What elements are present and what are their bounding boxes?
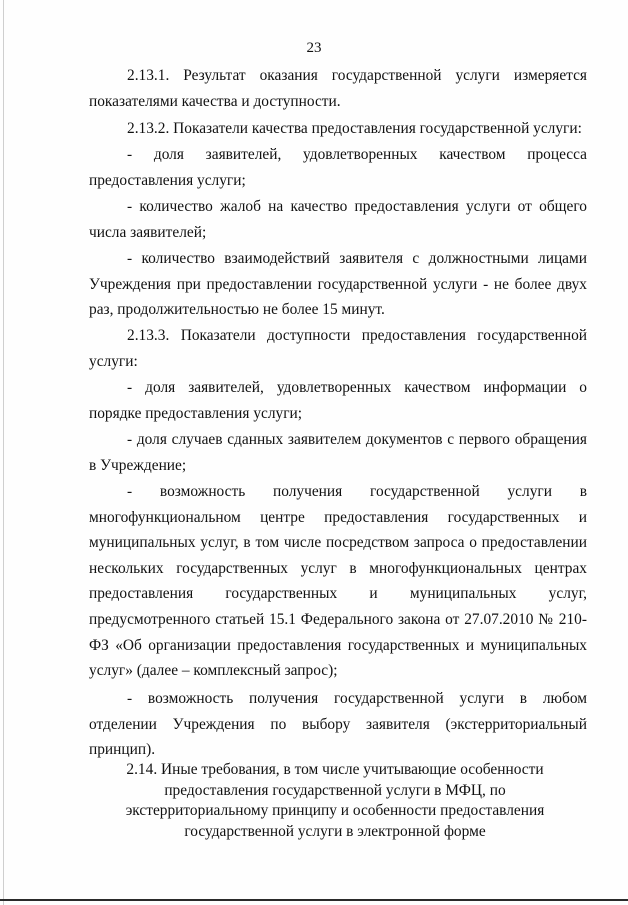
paragraph-2-13-1: 2.13.1. Результат оказания государственной услуги измеряется показателями качества и доступности. xyxy=(89,67,587,110)
scan-edge-left xyxy=(3,0,4,905)
paragraph-2-13-3: 2.13.3. Показатели доступности предоставления государственной услуги: xyxy=(89,327,587,370)
section-heading-2-14: 2.14. Иные требования, в том числе учитывающие особенности предоставления государственной услуги в МФЦ, по экстерриториальному принципу и особенности предоставления государственной услуги в электронной форме xyxy=(125,761,545,840)
list-item-first-submission: - доля случаев сданных заявителем документов с первого обращения в Учреждение; xyxy=(89,431,587,474)
list-item-complaints: - количество жалоб на качество предоставления услуги от общего числа заявителей; xyxy=(89,198,587,241)
list-item-interactions: - количество взаимодействий заявителя с должностными лицами Учреждения при предоставлении государственной услуги - не более двух раз, продолжительностью не более 15 минут. xyxy=(89,250,587,319)
list-item-extraterritorial: - возможность получения государственной услуги в любом отделении Учреждения по выбору заявителя (экстерриториальный принцип). xyxy=(89,690,587,759)
list-item-information-satisfaction: - доля заявителей, удовлетворенных качеством информации о порядке предоставления услуги; xyxy=(89,379,587,422)
paragraph-2-13-2: 2.13.2. Показатели качества предоставления государственной услуги: xyxy=(127,120,582,137)
scan-edge-bottom xyxy=(0,899,628,901)
page-number: 23 xyxy=(306,40,322,56)
list-item-mfc-availability: - возможность получения государственной услуги в многофункциональном центре предоставления государственных и муниципальных услуг, в том числе посредством запроса о предоставлении нескольких государственных услуг в многофункциональных центрах предоставления государственных и муниципальных услуг, предусмотренного статьей 15.1 Федерального закона от 27.07.2010 № 210-ФЗ «Об организации предоставления государственных и муниципальных услуг» (далее – комплексный запрос); xyxy=(89,483,587,680)
list-item-quality-satisfaction: - доля заявителей, удовлетворенных качеством процесса предоставления услуги; xyxy=(89,146,587,189)
